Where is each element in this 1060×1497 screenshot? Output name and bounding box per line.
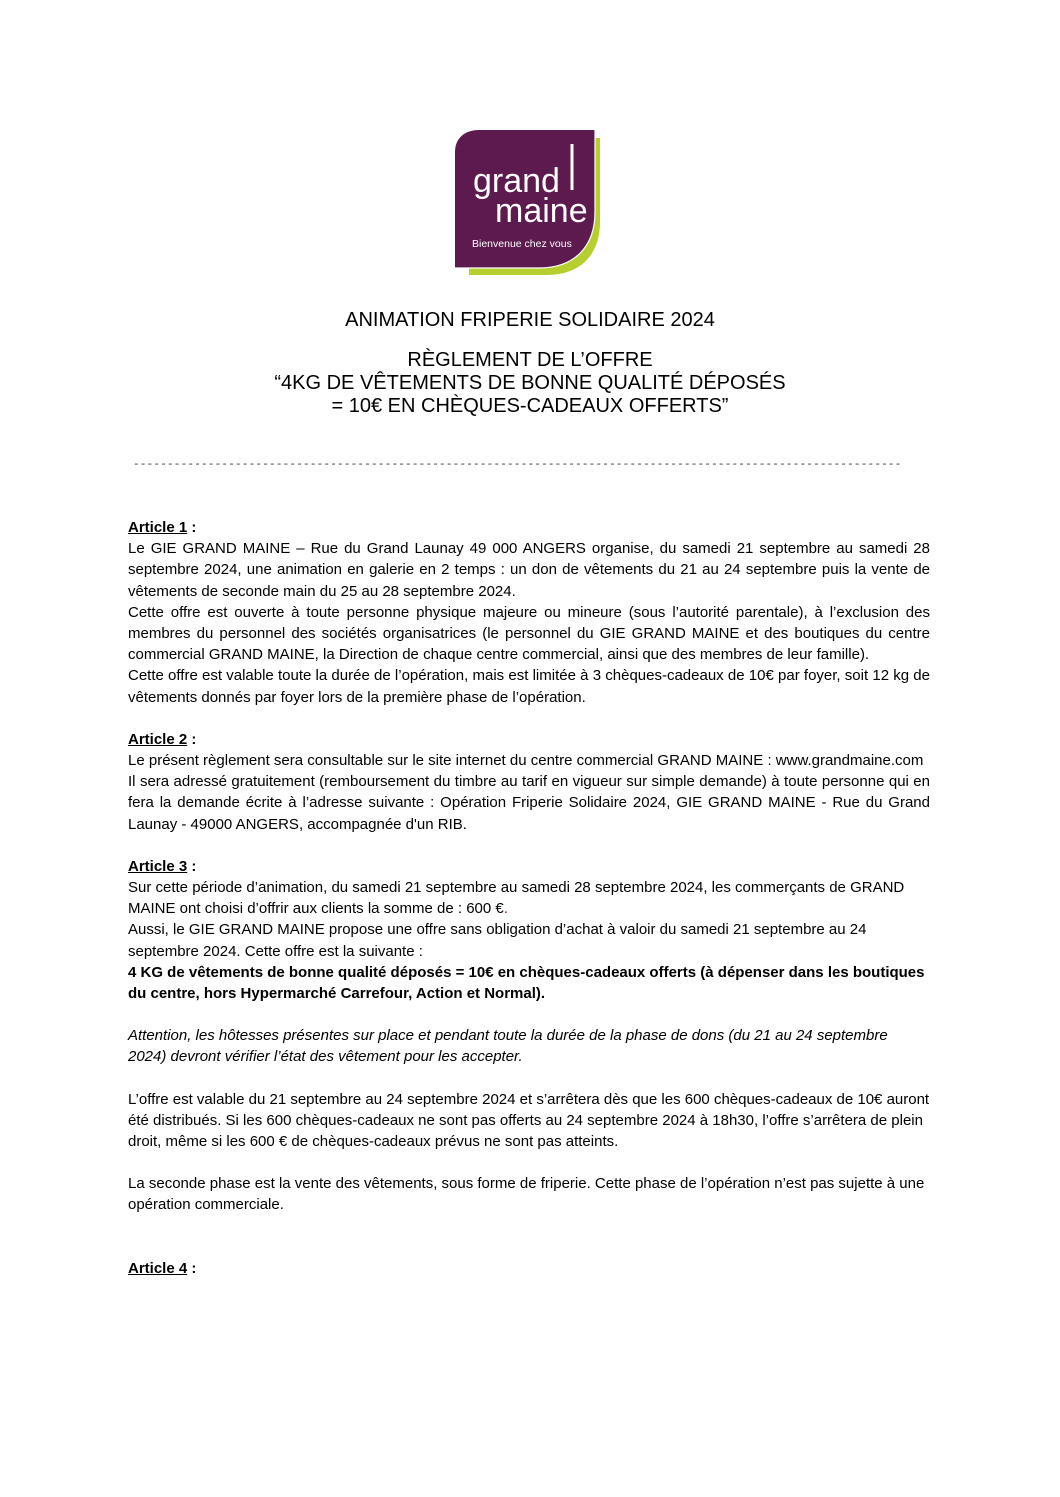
article-1-paragraph-2: Cette offre est ouverte à toute personne physique majeure ou mineure (sous l’autorité parentale), à l’exclusion des membres du personnel des sociétés organisatrices (le personnel du GIE GRAND MAINE et des boutiques du centre commercial GRAND MAINE, la Direction de chaque centre commercial, ainsi que des membres de leur famille). bbox=[128, 603, 930, 664]
logo-word-grand: grand bbox=[473, 162, 560, 200]
document-subtitle bbox=[0, 349, 1060, 418]
article-4-heading bbox=[128, 1258, 930, 1279]
article-2-colon: : bbox=[187, 730, 197, 748]
logo-word-maine: maine bbox=[495, 192, 588, 230]
subtitle-line-3: = 10€ EN CHÈQUES-CADEAUX OFFERTS” bbox=[331, 395, 729, 417]
article-3-paragraph-1 bbox=[128, 877, 930, 919]
subtitle-line-2: “4KG DE VÊTEMENTS DE BONNE QUALITÉ DÉPOSÉS bbox=[274, 372, 786, 394]
logo-graphic bbox=[455, 130, 605, 275]
article-4-colon: : bbox=[187, 1259, 197, 1277]
article-3-paragraph-1-end: . bbox=[503, 900, 508, 918]
article-4-title: Article 4 bbox=[128, 1259, 188, 1277]
grand-maine-logo bbox=[455, 130, 605, 275]
article-1-paragraph-3: Cette offre est valable toute la durée de l’opération, mais est limitée à 3 chèques-cadeaux de 10€ par foyer, soit 12 kg de vêtements donnés par foyer lors de la première phase de l’opération. bbox=[128, 667, 930, 706]
article-2-paragraph-1: Le présent règlement sera consultable sur le site internet du centre commercial GRAND MAINE : www.grandmaine.com bbox=[128, 752, 924, 770]
article-1-heading bbox=[128, 517, 930, 538]
logo-tagline: Bienvenue chez vous bbox=[472, 238, 572, 250]
article-3-title: Article 3 bbox=[128, 857, 188, 875]
document-title: ANIMATION FRIPERIE SOLIDAIRE 2024 bbox=[345, 309, 715, 331]
subtitle-line-1: RÈGLEMENT DE L’OFFRE bbox=[407, 349, 653, 371]
article-2-paragraph-2: Il sera adressé gratuitement (remboursement du timbre au tarif en vigueur sur simple demande) à toute personne qui en fera la demande écrite à l’adresse suivante : Opération Friperie Solidaire 2024, GIE GRAND MAINE - Rue du Grand Launay - 49000 ANGERS, accompagnée d'un RIB. bbox=[128, 773, 930, 833]
article-3-paragraph-2: Aussi, le GIE GRAND MAINE propose une offre sans obligation d’achat à valoir du samedi 21 septembre au 24 septembre 2024. Cette offre est la suivante : bbox=[128, 921, 867, 960]
article-1-colon: : bbox=[187, 519, 197, 536]
article-3-offer-statement: 4 KG de vêtements de bonne qualité déposés = 10€ en chèques-cadeaux offerts (à dépenser dans les boutiques du centre, hors Hypermarché Carrefour, Action et Normal). bbox=[128, 963, 925, 1003]
article-3-colon: : bbox=[187, 857, 197, 875]
separator-line: ----------------------------------------------------------------------------------------------------------------- bbox=[133, 459, 902, 471]
article-1-title: Article 1 bbox=[128, 519, 188, 536]
article-1-paragraph-1: Le GIE GRAND MAINE – Rue du Grand Launay 49 000 ANGERS organise, du samedi 21 septembre au samedi 28 septembre 2024, une animation en galerie en 2 temps : un don de vêtements du 21 au 24 septembre puis la vente de vêtements de seconde main du 25 au 28 septembre 2024. bbox=[128, 540, 930, 600]
rules-body bbox=[128, 517, 930, 1279]
article-3-validity: L’offre est valable du 21 septembre au 24 septembre 2024 et s’arrêtera dès que les 600 chèques-cadeaux de 10€ auront été distribués. Si les 600 chèques-cadeaux ne sont pas offerts au 24 septembre 2024 à 18h30, l’offre s’arrêtera de plein droit, même si les 600 € de chèques-cadeaux prévus ne sont pas atteints. bbox=[128, 1090, 930, 1151]
article-2-title: Article 2 bbox=[128, 730, 188, 748]
article-3-paragraph-1-text: Sur cette période d’animation, du samedi 21 septembre au samedi 28 septembre 2024, les commerçants de GRAND MAINE ont choisi d’offrir aux clients la somme de : 600 € bbox=[128, 879, 905, 918]
article-3-heading bbox=[128, 856, 930, 877]
article-3-warning: Attention, les hôtesses présentes sur place et pendant toute la durée de la phase de dons (du 21 au 24 septembre 2024) devront vérifier l’état des vêtement pour les accepter. bbox=[128, 1027, 888, 1066]
article-2-heading bbox=[128, 729, 930, 750]
article-3-second-phase: La seconde phase est la vente des vêtements, sous forme de friperie. Cette phase de l’opération n’est pas sujette à une opération commerciale. bbox=[128, 1175, 925, 1214]
